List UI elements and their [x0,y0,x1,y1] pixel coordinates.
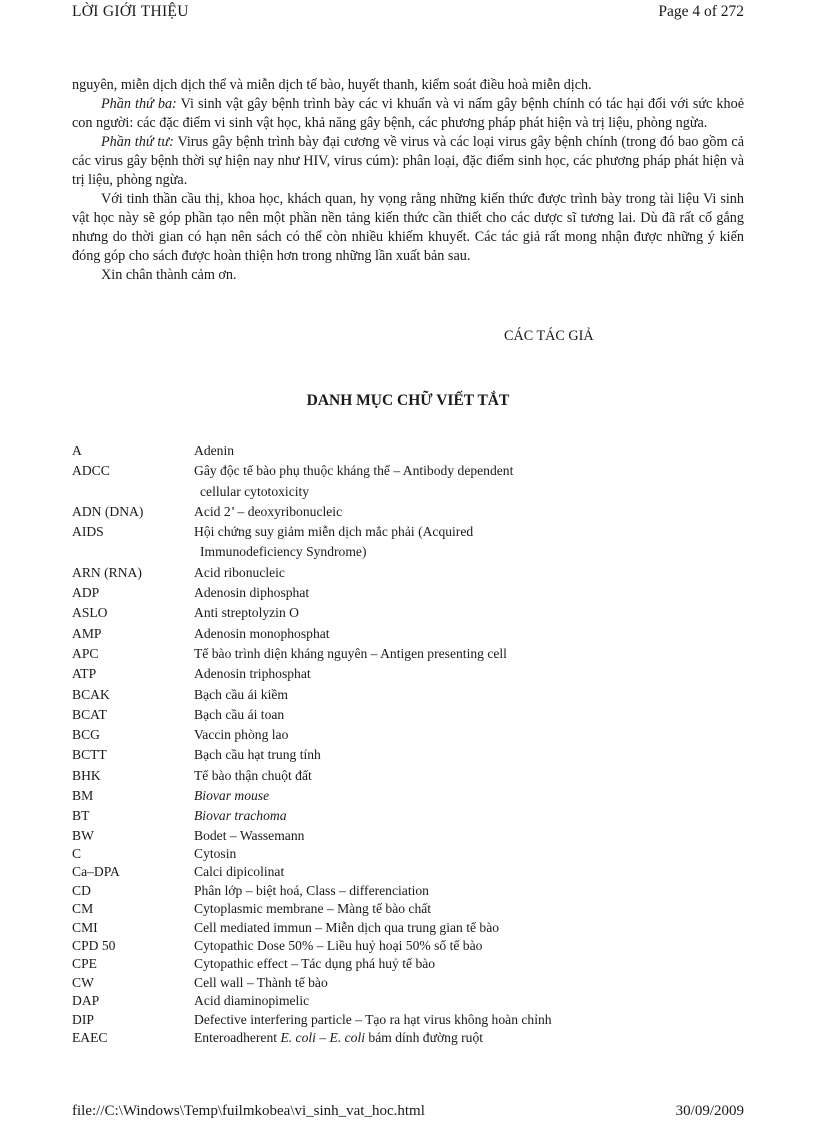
abbr-value: Tế bào trình diện kháng nguyên – Antigen presenting cell [194,645,507,661]
abbr-key: AIDS [72,524,104,540]
abbr-key: ADN (DNA) [72,503,144,519]
abbr-value-cont: cellular cytotoxicity [200,483,310,499]
abbr-value-cont: Immunodeficiency Syndrome) [200,544,367,560]
abbr-row [72,919,744,937]
abbr-value: Phân lớp – biệt hoá, Class – differenciation [194,882,429,898]
abbr-key: C [72,846,82,862]
paragraph-3 [72,133,744,190]
paragraph-2 [72,95,744,133]
abbr-row [72,725,744,745]
abbr-row [72,461,744,481]
abbr-value: Cell mediated immun – Miễn dịch qua trung gian tế bào [194,919,500,935]
abbr-value-part: bám dính đường ruột [365,1029,484,1045]
abbr-key: BCG [72,727,100,743]
abbr-key: ATP [72,666,97,682]
abbr-key: BCAK [72,686,110,702]
abbr-key: A [72,443,82,458]
abbreviation-list [72,441,744,1047]
abbr-value: Anti streptolyzin O [194,605,299,621]
abbr-row [72,955,744,973]
abbr-key: APC [72,645,99,661]
abbr-value: Adenin [194,443,235,458]
abbr-value: Biovar mouse [194,788,270,804]
abbr-row [72,522,744,542]
abbr-key: CPE [72,956,97,972]
abbr-key: CPD 50 [72,937,116,953]
abbr-value: Cytoplasmic membrane – Màng tế bào chất [194,901,432,917]
abbr-key: CMI [72,919,98,935]
abbr-row [72,603,744,623]
abbr-value-italic: E. coli [280,1029,316,1045]
abbr-row [72,705,744,725]
intro-body [72,76,744,285]
abbr-key: CD [72,882,91,898]
paragraph-4: Với tinh thần cầu thị, khoa học, khách quan, hy vọng rằng những kiến thức được trình bày trong tài liệu Vi sinh vật học này sẽ góp phần tạo nên một phần nền tảng kiến thức cần thiết cho các dược sĩ tương lai. Dù đã rất cố gắng nhưng do thời gian có hạn nên sách có thể còn nhiều khiếm khuyết. Các tác giả rất mong nhận được những ý kiến đóng góp cho sách được hoàn thiện hơn trong những lần xuất bản sau. [72,191,744,264]
abbr-row [72,664,744,684]
abbr-row [72,766,744,786]
abbr-value: Adenosin triphosphat [194,666,311,682]
abbr-value: Hội chứng suy giảm miễn dịch mắc phải (Acquired [194,524,474,540]
abbr-row [72,1029,744,1047]
abbr-value [194,1029,483,1047]
abbr-key: AMP [72,625,102,641]
abbr-value-part: – [315,1029,330,1045]
paragraph-2-text: Vi sinh vật gây bệnh trình bày các vi khuẩn và vi nấm gây bệnh chính có tác hại đối với sức khoẻ con người: các đặc điểm vi sinh vật học, khả năng gây bệnh, các phương pháp phát hiện và trị liệu, phòng ngừa. [72,96,745,131]
authors-signature: CÁC TÁC GIẢ [504,328,594,344]
paragraph-5: Xin chân thành cảm ơn. [101,267,237,283]
paragraph-3-text: Virus gây bệnh trình bày đại cương về virus và các loại virus gây bệnh chính (trong đó bao gồm cả các virus gây bệnh thời sự hiện nay như HIV, virus cúm): phân loại, đặc điểm sinh học, các phương pháp phát hiện và trị liệu, phòng ngừa. [72,134,744,188]
abbr-key: CW [72,974,94,990]
abbr-row [72,745,744,765]
abbr-row [72,827,744,845]
abbr-value: Defective interfering particle – Tạo ra hạt virus không hoàn chỉnh [194,1011,552,1027]
abbr-key: ASLO [72,605,108,621]
abbr-row [72,900,744,918]
abbr-value: Adenosin monophosphat [194,625,330,641]
abbr-row [72,845,744,863]
abbr-row [72,992,744,1010]
footer-file-path: file://C:\Windows\Temp\fuilmkobea\vi_sinh_vat_hoc.html [72,1103,425,1119]
abbr-value: Tế bào thận chuột đất [194,767,312,783]
abbr-key: BM [72,788,94,804]
abbr-value-part: Enteroadherent [194,1029,281,1045]
abbr-key: EAEC [72,1029,108,1045]
abbr-row [72,974,744,992]
abbr-value: Biovar trachoma [194,808,287,824]
paragraph-3-lead: Phần thứ tư: [101,134,174,150]
abbr-row [72,786,744,806]
abbr-key: ADP [72,585,100,601]
abbr-value: Cytopathic effect – Tác dụng phá huỷ tế bào [194,956,436,972]
abbr-row [72,863,744,881]
abbr-key: Ca–DPA [72,864,120,880]
abbr-row [72,502,744,522]
abbreviation-list-title: DANH MỤC CHỮ VIẾT TẮT [306,392,510,409]
abbr-value: Bodet – Wassemann [194,827,305,843]
abbr-key: BCTT [72,747,107,763]
paragraph-1: nguyên, miễn dịch dịch thể và miễn dịch tế bào, huyết thanh, kiểm soát điều hoà miễn dịch. [72,77,592,93]
abbr-value: Cell wall – Thành tế bào [194,974,328,990]
abbr-value: Acid ribonucleic [194,564,285,580]
abbr-row [72,806,744,826]
abbr-key: ADCC [72,463,110,479]
abbr-key: ARN (RNA) [72,564,142,580]
page-number: Page 4 of 272 [658,3,744,20]
abbr-key: BHK [72,767,101,783]
abbr-row-continued [72,482,744,502]
paragraph-2-lead: Phần thứ ba: [101,96,177,112]
abbr-value: Cytosin [194,846,237,862]
abbr-value: Bạch cầu hạt trung tính [194,747,321,763]
abbr-key: DAP [72,993,100,1009]
abbr-value: Bạch cầu ái kiềm [194,686,288,702]
abbr-row [72,882,744,900]
abbr-key: CM [72,901,94,917]
abbr-key: BT [72,808,90,824]
abbr-value: Gây độc tế bào phụ thuộc kháng thể – Antibody dependent [194,463,514,479]
abbr-value: Cytopathic Dose 50% – Liều huỷ hoại 50% số tế bào [194,937,483,953]
abbr-key: DIP [72,1011,94,1027]
abbr-row [72,441,744,461]
abbr-value-italic: E. coli [329,1029,366,1045]
abbr-row [72,937,744,955]
abbr-value: Acid diaminopimelic [194,993,310,1009]
abbr-row [72,644,744,664]
abbr-row [72,563,744,583]
abbr-value: Calci dipicolinat [194,864,285,880]
footer-date: 30/09/2009 [675,1103,744,1119]
abbr-value: Adenosin diphosphat [194,585,310,601]
abbr-row-continued [72,542,744,562]
abbr-value: Bạch cầu ái toan [194,706,285,722]
abbr-row [72,583,744,603]
abbr-key: BCAT [72,706,107,722]
abbr-key: BW [72,827,94,843]
abbr-value: Vaccin phòng lao [194,727,289,743]
page-header-title: LỜI GIỚI THIỆU [72,3,189,20]
abbr-row [72,685,744,705]
abbr-value: Acid 2’ – deoxyribonucleic [194,503,343,519]
abbr-row [72,624,744,644]
abbr-row [72,1011,744,1029]
